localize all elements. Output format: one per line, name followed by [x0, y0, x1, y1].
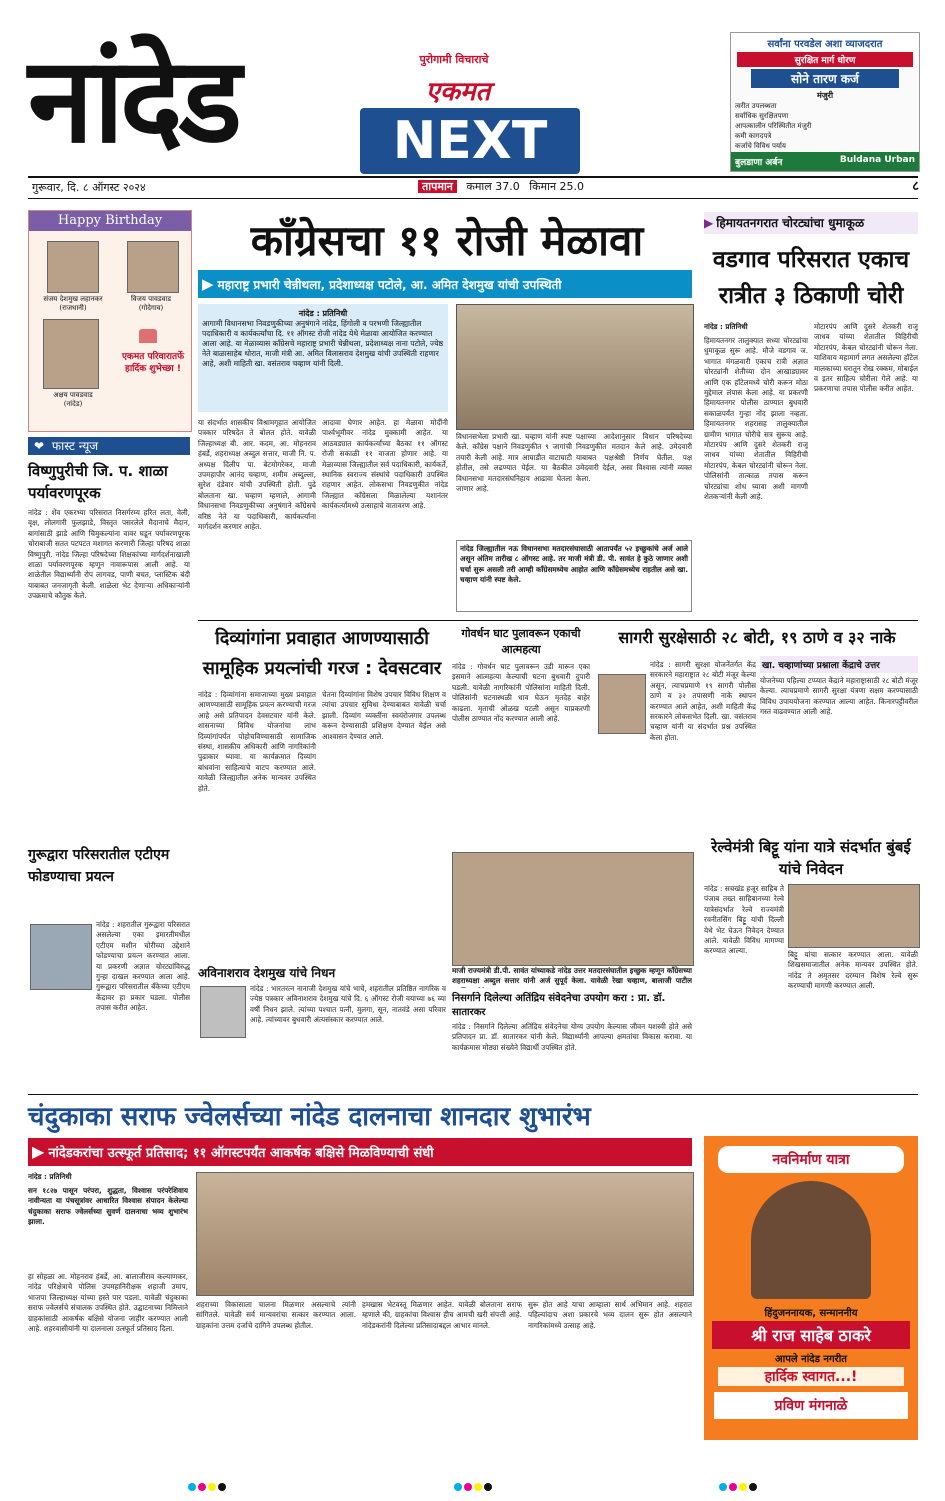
sarafa-intro: सन १८२७ पासून परंपरा, शुद्धता, विश्वास परंपरेशिवाय नावीन्यता या पंचसूत्रांवर आधारित विश्वास संपादन केलेल्या चंदुकाका सराफ ज्वेलर्सच्या सुवर्ण दालनाचा भव्य शुभारंभ झाला.	[28, 1186, 188, 1227]
railway-photo	[788, 884, 920, 948]
theft-tag-text: हिमायतनगरात चोरट्यांचा धुमाकूळ	[716, 216, 865, 230]
ad-line1: सर्वांना परवडेल अशा व्याजदरात	[731, 33, 919, 50]
ad-feature: सर्वाधिक सुरक्षितपणा	[735, 112, 789, 120]
divyang-headline: दिव्यांगांना प्रवाहात आणण्यासाठी सामूहिक प्रयत्नांची गरज : देवसटवार	[202, 628, 442, 679]
temperature-label: तापमान	[418, 180, 457, 193]
nisarg-body: नांदेड : निसर्गाने दिलेल्या अतिंद्रिय संवेदनेचा योग्य उपयोग केल्यास जीवन यशस्वी होते असे प्रतिपादन प्रा. डॉ. सातारकर यांनी केले. विद्यार्थ्यांनी आपल्या क्षमतांचा विकास करावा. या कार्यक्रमास मोठ्या संख्येने विद्यार्थी उपस्थित होते.	[452, 1022, 692, 1052]
temperature	[418, 178, 608, 195]
person-name: अक्षय पावडवाड	[53, 391, 93, 399]
sagari-body: नांदेड : सागरी सुरक्षा योजनेंतर्गत केंद्र सरकारने महाराष्ट्रात २८ बोटी मंजूर केल्या असून, त्याचप्रमाणे १९ सागरी पोलीस ठाणे व ३२ तपासणी नाके स्थापन करण्यात आले आहेत, अशी माहिती केंद्र सरकारने लोकसभेत दिली. खा. वसंतराव चव्हाण यांनी या संदर्भात प्रश्न उपस्थित केला होता.	[650, 660, 756, 742]
mns-ad-sponsor: प्रविण मंगनाळे	[714, 1392, 908, 1419]
lead-subheadline	[198, 270, 692, 298]
mns-ad[interactable]	[704, 1136, 918, 1440]
railway-body: नांदेड : सचखंड हजूर साहिब ते पंजाब तख्त साहिबानच्या रेल्वे यात्रेसंदर्भात रेल्वे राज्यमंत्री रवनीतसिंग बिट्टू यांची दिल्ली येथे भेट घेऊन निवेदन देण्यात आले. यावेळी विविध मागण्या करण्यात आल्या.	[704, 884, 784, 956]
heart-icon: ❤	[34, 439, 45, 453]
theft-tag	[704, 212, 918, 234]
event-photo	[452, 852, 694, 966]
sarafa-body-4: सुरू होत आहे याचा आम्हाला सार्थ अभिमान आहे. शहरात पहिल्यांदाच अशा प्रकारचे भव्य दालन सुरू होत असल्याने नागरिकांमध्ये उत्साह आहे.	[528, 1300, 692, 1330]
person-name: संजय देशमुख लहानकर	[43, 295, 103, 303]
govardhan-headline: गोवर्धन घाट पुलावरून एकाची आत्महत्या	[461, 627, 581, 656]
sarafa-subheadline	[28, 1138, 692, 1166]
page-number: ८	[912, 179, 919, 194]
railway-headline: रेल्वेमंत्री बिट्टू यांना यात्रे संदर्भात बुंबई यांचे निवेदन	[711, 838, 911, 878]
birthday-wish: एकमत परिवारातर्फे हार्दिक शुभेच्छा !	[121, 352, 185, 374]
theft-byline: नांदेड : प्रतिनिधी	[704, 322, 748, 331]
sarafa-body-3: हमखास भेटवस्तू मिळणार आहेत. यावेळी बोलताना सराफ म्हणाले की, ग्राहकांचा विश्वास हीच आमची खरी संपत्ती आहे. नांदेडकरांनी दिलेल्या प्रतिसादाबद्दल आभार मानले.	[362, 1300, 522, 1330]
lead-box: नांदेड जिल्ह्यातील नऊ विधानसभा मतदारसंघासाठी आतापर्यंत ५२ इच्छुकांचे अर्ज आले असून अंतिम तारीख ८ ऑगस्ट आहे. तर माजी मंत्री डी. पी. सावंत हे कुठे जाणार अशी चर्चा सुरू असली तरी आम्ही कॉंग्रेसमध्येच आहोत आणि कॉंग्रेसमध्येच राहतील असे खा. चव्हाण यांनी स्पष्ट केले.	[456, 540, 692, 612]
arrow-right-icon: ▶	[32, 1142, 45, 1161]
theft-headline: वडगाव परिसरात एकाच रात्रीत ३ ठिकाणी चोरी	[712, 247, 910, 309]
person-photo	[43, 319, 99, 389]
sagari-tag: खा. चव्हाणांच्या प्रश्नाला केंद्राचे उत्तर	[760, 656, 918, 673]
obituary-body: नांदेड : भारतरत्न नानाजी देशमुख यांचे भाचे, शहरातील प्रतिष्ठित नागरिक व ज्येष्ठ पत्रकार अविनाशराव देशमुख यांचे दि. ६ ऑगस्ट रोजी वयाच्या ७६ व्या वर्षी निधन झाले. त्यांच्या पश्चात पत्नी, मुलगा, सून, नातवंडे असा परिवार आहे. त्यांच्यावर बुधवारी अंत्यसंस्कार करण्यात आले.	[250, 984, 446, 1025]
next-logo: NEXT	[360, 108, 580, 174]
paper-tagline: पुरोगामी विचाराचे	[419, 53, 489, 66]
railway-body-2: बिट्टू यांचा सत्कार करण्यात आला. यावेळी शिखसमाजातील अनेक मान्यवर उपस्थित होते. नांदेड ते अमृतसर दरम्यान विशेष रेल्वे सुरू करण्याची मागणी करण्यात आली.	[788, 950, 918, 991]
temp-min: किमान 25.0	[529, 180, 585, 193]
theft-body: हिमायतनगर तालुक्यात सध्या चोरट्यांचा धुमाकूळ सुरू आहे. मौजे वडगाव ज. भागात मंगळवारी एकाच रात्री अज्ञात चोरट्यांनी शेतीच्या दोन आखाड्यावर आणि एक हॉटेलमध्ये चोरी करून मोठा मुद्देमाल लंपास केला आहे. या प्रकरणी हिमायतनगर पोलीस ठाण्यात बुधवारी सकाळपर्यंत गुन्हा नोंद झाला नव्हता. हिमायतनगर शहरासह तालुक्यातील ग्रामीण भागात चोरीचे सत्र सुरूच आहे. मोटारपंप आणि दुसरे शेतकरी राजू जाधव यांच्या शेतातील विहिरीची मोटारपंप, केबल चोरट्यांनी चोरून नेला. पोलिसांनी तात्काळ तपास करून चोरट्यांचा शोध घ्यावा अशी मागणी शेतकऱ्यांनी केली आहे.	[704, 336, 808, 502]
person-place: (राजधानी)	[59, 304, 87, 312]
sarafa-subheadline-text: नांदेडकरांचा उत्स्फूर्त प्रतिसाद; ११ ऑगस्टपर्यंत आकर्षक बक्षिसे मिळविण्याची संधी	[48, 1146, 434, 1161]
divyang-body-2: चेतना दिव्यांगांना विशेष उपचार विविध शिक्षण व त्यांचा उपचार सुविधा देण्याबाबत यावेळी चर्चा झाली. दिव्यांग व्यक्तींना स्वयंरोजगार उपलब्ध करून देण्यासाठी प्रशिक्षण देण्यात येईल असे आश्वासन देण्यात आले.	[322, 690, 446, 741]
paper-name: एकमत	[425, 77, 491, 107]
mns-ad-title: नवनिर्माण यात्रा	[718, 1146, 904, 1173]
ad-line4: मंजुरी	[816, 91, 834, 100]
fast-news-body: नांदेड : शेंव एकरभ्या परिसरात निसर्गरम्य हरित लता, वेली, वृक्ष, लोलगारी फुलझाडे, विस्तृत पसरलेले मैदानाचे मैदान, बागांसाठी झाडे आणि चिमुकल्यांना वावर घडून पर्यावरणपूरक चोराबाजी सतत पटपटत मशागत करणारी जिल्हा परिषद शाळा विष्णुपुरी. नांदेड जिल्हा परिषदेच्या शिक्षकांच्या मार्गदर्शनाखाली शाळा पर्यावरणपूरक म्हणून नावारूपास आली आहे. या शाळेतील विद्यार्थ्यांनी रोप लागवड, पाणी बचत, प्लास्टिक बंदी याबाबत जनजागृती केली. शाळेला भेट देणाऱ्या अधिकाऱ्यांनी उपक्रमाचे कौतुक केले.	[28, 508, 190, 601]
bank-name	[731, 152, 919, 171]
fast-news-headline: विष्णुपुरीची जि. प. शाळा पर्यावरणपूरक	[28, 462, 168, 502]
sarafa-byline: नांदेड : प्रतिनिधी	[28, 1172, 72, 1181]
temp-max: कमाल 37.0	[466, 180, 520, 193]
sarafa-body-2: शहराच्या विकासाला चालना मिळणार असल्याचे त्यांनी सांगितले. यावेळी सर्व मान्यवरांचा सत्कार करण्यात आला. ग्राहकांना उत्तम दर्जाचे दागिने उपलब्ध होतील.	[196, 1300, 356, 1330]
lead-body-col3: विधानसभेला प्रभारी खा. चव्हाण यांनी स्पष्ट केले. कॉंग्रेस पक्षाने निवडणुकीत ९ जागांची तयारी केली आहे. मात्र आघाडीत वाटाघाटी होतील, तसे लढण्यात येईल. या बैठकीत विधानसभा मतदारसंघनिहाय आढावा घेतला जाणार आहे.	[456, 432, 572, 494]
person-place: (गोदेगाव)	[138, 304, 164, 312]
atm-photo	[30, 924, 92, 990]
lead-headline: कॉंग्रेसचा ११ रोजी मेळावा	[250, 216, 644, 265]
person-photo	[47, 241, 99, 293]
lead-intro	[198, 304, 448, 412]
gurudwara-body: नांदेड : शहरातील गुरूद्वारा परिसरात असलेल्या एका इमारतीमधील एटीएम मशीन चोरीच्या उद्देशाने फोडण्याचा प्रयत्न करण्यात आला. या प्रकरणी अज्ञात चोरट्यांविरुद्ध गुन्हा दाखल करण्यात आला आहे. गुरूद्वारा परिसरातील बँकेच्या एटीएम केंद्रावर हा प्रकार घडला. पोलीस तपास करीत आहेत.	[96, 920, 190, 1013]
divider	[198, 620, 918, 621]
lead-body-col2: आदावा घेणार आहेत. हा मेळावा मोदींनी पार्श्वभूमीवर नांदेड मुक्कामी आहेत. या आठवड्यात कार्यकर्त्यांच्या बैठका ११ ऑगस्ट रोजी सकाळी ११ वाजता होणार आहे. या मेळाव्यास जिल्ह्यातील सर्व पदाधिकारी, कार्यकर्ते, स्थानिक स्वराज्य संस्थांचे पदाधिकारी उपस्थित राहणार आहेत. लोकसभा निवडणुकीत नांदेड जिल्ह्यात कॉंग्रेसला मिळालेल्या यशानंतर कार्यकर्त्यांमध्ये उत्साहाचे वातावरण आहे.	[322, 418, 448, 511]
fast-news-label: फास्ट न्यूज	[51, 439, 99, 453]
masthead-title: नांदेड	[28, 31, 238, 169]
leader-photo	[751, 1181, 871, 1299]
event-photo-caption: माजी राज्यमंत्री डी.पी. सावंत यांच्याकडे नांदेड उत्तर मतदारसंघातील इच्छुक म्हणून कॉंग्रेसच्या शहराध्यक्षा अब्दुल सत्तार यांनी अर्ज सुपूर्द केला. यावेळी रेखा चव्हाण, बालाजी पाटील	[452, 966, 692, 986]
lead-body-col4: पक्षाच्या आदेशानुसार विधान परिषदेच्या निवडणुकीत मतदान केले आहे. उमेदवारी याबाबत पक्षश्रेष्ठी निर्णय घेतील. पक्ष उमेदवारी देईल, असा विश्वास त्यांनी व्यक्त केला.	[576, 432, 692, 483]
ad-line2: सुरक्षित मार्ग धोरण	[737, 52, 913, 67]
lead-subheadline-text: महाराष्ट्र प्रभारी चेन्नीथला, प्रदेशाध्यक्ष पटोले, आ. अमित देशमुख यांची उपस्थिती	[217, 278, 562, 292]
meeting-photo	[456, 304, 694, 430]
ad-feature: आपत्कालीन परिस्थितीत मंजुरी	[735, 122, 812, 130]
sagari-body-2: योजनेच्या पहिल्या टप्प्यात केंद्राने महाराष्ट्रासाठी २८ बोटी मंजूर केल्या. त्याचप्रमाणे सागरी सुरक्षा यंत्रणा सक्षम करण्यासाठी विविध उपाययोजना करण्यात आल्या आहेत. किनारपट्टीवरील गस्त वाढवण्यात आली आहे.	[760, 676, 918, 717]
fast-news-bar	[28, 437, 190, 455]
bank-name-mr: बुलडाणा अर्बन	[735, 158, 783, 168]
sarafa-body: हा सोहळा आ. मोहनराव हंबर्डे, आ. बालाजीराव कल्याणकर, नांदेड परिक्षेत्राचे पोलिस उपमहानिरीक्षक शहाजी उमाप, भाजपा जिल्हाध्यक्ष यांच्या हस्ते पार पडला. यावेळी चंदुकाका सराफ ज्वेलर्सचे संचालक उपस्थित होते. उद्घाटनाच्या निमित्ताने ग्राहकांसाठी आकर्षक बक्षिसे योजना जाहीर करण्यात आली आहे. शहरवासीयांनी या दालनाला उत्स्फूर्त प्रतिसाद दिला.	[28, 1272, 188, 1334]
arrow-right-icon: ▶	[704, 216, 714, 230]
bank-name-en: Buldana Urban	[839, 155, 915, 165]
person-name: विजय पावडवाड	[130, 295, 172, 303]
mns-ad-line2: आपले नांदेड नगरीत	[774, 1354, 847, 1365]
gold-loan-ad[interactable]	[730, 32, 920, 172]
mns-ad-welcome: हार्दिक स्वागत...!	[718, 1367, 904, 1386]
birthday-title: Happy Birthday	[29, 211, 191, 231]
gurudwara-headline: गुरूद्वारा परिसरातील एटीएम फोडण्याचा प्रयत्न	[28, 847, 170, 885]
inauguration-photo	[196, 1172, 694, 1296]
nisarg-headline: निसर्गाने दिलेल्या अतिंद्रिय संवेदनेचा उपयोग करा : प्रा. डॉ. सातारकर	[452, 993, 666, 1018]
issue-date: गुरूवार, दि. ८ ऑगस्ट २०२४	[32, 181, 146, 194]
sarafa-headline: चंदुकाका सराफ ज्वेलर्सच्या नांदेड दालनाचा शानदार शुभारंभ	[28, 1102, 591, 1132]
govardhan-body: नांदेड : गोवर्धन घाट पुलावरून उडी मारून एका इसमाने आत्महत्या केल्याची घटना बुधवारी दुपारी घडली. यावेळी नागरिकांनी पोलिसांना माहिती दिली. पोलिसांनी घटनास्थळी धाव घेऊन मृतदेह बाहेर काढला. मृताची ओळख पटली असून याप्रकरणी पोलीस ठाण्यात नोंद करण्यात आली आहे.	[452, 662, 590, 724]
lead-byline: नांदेड : प्रतिनिधी	[298, 309, 348, 318]
arrow-right-icon: ▶	[202, 275, 214, 293]
theft-body-2: मोटारपंप आणि दुसरे शेतकरी राजू जाधव यांच्या शेतातील विहिरीची मोटारपंप, केबल चोरट्यांनी चोरून नेला. याशिवाय महामार्ग लगत असलेल्या हॉटेल मालकाच्या घरातून रोख रक्कम, मोबाईल व इतर साहित्य चोरीला गेले आहे. या प्रकरणाचा तपास पोलीस करीत आहेत.	[814, 322, 918, 394]
lead-intro-text: आगामी विधानसभा निवडणुकीच्या अनुषंगाने नांदेड, हिंगोली व परभणी जिल्ह्यातील पदाधिकारी व कार्यकर्त्यांचा दि. ११ ऑगस्ट रोजी नांदेड येथे मेळावा आयोजित करण्यात आला आहे. या मेळाव्यास कॉंग्रेसचे महाराष्ट्र प्रभारी चेन्नीथला, प्रदेशाध्यक्ष नाना पटोले, ज्येष्ठ नेते बाळासाहेब थोरात, माजी मंत्री आ. अमित विलासराव देशमुख यांची उपस्थिती राहणार आहे, अशी माहिती खा. वसंतराव चव्हाण यांनी दिली.	[202, 319, 444, 368]
birthday-box	[28, 210, 192, 432]
ad-line3: सोने तारण कर्ज	[751, 69, 899, 88]
divyang-body: नांदेड : दिव्यांगांना समाजाच्या मुख्य प्रवाहात आणण्यासाठी सामूहिक प्रयत्न करण्याची गरज आहे असे प्रतिपादन देवसटवार यांनी केले. शासनाच्या विविध योजनांचा लाभ दिव्यांगांपर्यंत पोहोचविण्यासाठी सामाजिक संस्था, शासकीय अधिकारी आणि नागरिकांनी पुढाकार घ्यावा. या कार्यक्रमात दिव्यांग बांधवांना साहित्याचे वाटप करण्यात आले. यावेळी जिल्ह्यातील अनेक मान्यवर उपस्थित होते.	[198, 690, 316, 793]
cake-icon	[139, 329, 157, 343]
ad-feature: कमी कागदपत्रे	[735, 132, 772, 140]
obituary-headline: अविनाशराव देशमुख यांचे निधन	[198, 966, 336, 980]
lead-body-col1: या संदर्भात शासकीय विश्रामगृहात आयोजित पत्रकार परिषदेत ते बोलत होते. यावेळी जिल्हाध्यक्ष बी. आर. कदम, आ. मोहनराव हंबर्डे, शहराध्यक्ष अब्दुल सत्तार, माजी नि. प. अध्यक्ष दिलीप पा. बेटमोगरेकर, माजी उपमहापौर आनंद चव्हाण, शमीम अब्दुल्ला, सुरेश दंडेवार यांची उपस्थिती होती. पुढे बोलताना खा. चव्हाण म्हणाले, आगामी विधानसभा निवडणुकीच्या अनुषंगाने कॉंग्रेसचे वरिष्ठ नेते या पदाधिकारी, कार्यकर्त्यांना मार्गदर्शन करणार आहेत.	[198, 418, 316, 532]
divider	[28, 1094, 918, 1095]
obituary-photo	[200, 986, 246, 1038]
ad-feature: कर्जाचे विविध पर्याय	[735, 142, 786, 150]
mns-ad-name: श्री राज साहेब ठाकरे	[712, 1321, 910, 1349]
registration-marks	[0, 1476, 945, 1488]
sagari-headline: सागरी सुरक्षेसाठी २८ बोटी, १९ ठाणे व ३२ नाके	[618, 628, 896, 647]
mp-photo	[598, 674, 646, 734]
mns-ad-line1: हिंदुजननायक, सन्माननीय	[764, 1308, 858, 1319]
ad-feature: त्वरीत उपलब्धता	[735, 102, 777, 110]
person-place: (नांदेड)	[63, 400, 83, 408]
person-photo	[127, 241, 179, 293]
